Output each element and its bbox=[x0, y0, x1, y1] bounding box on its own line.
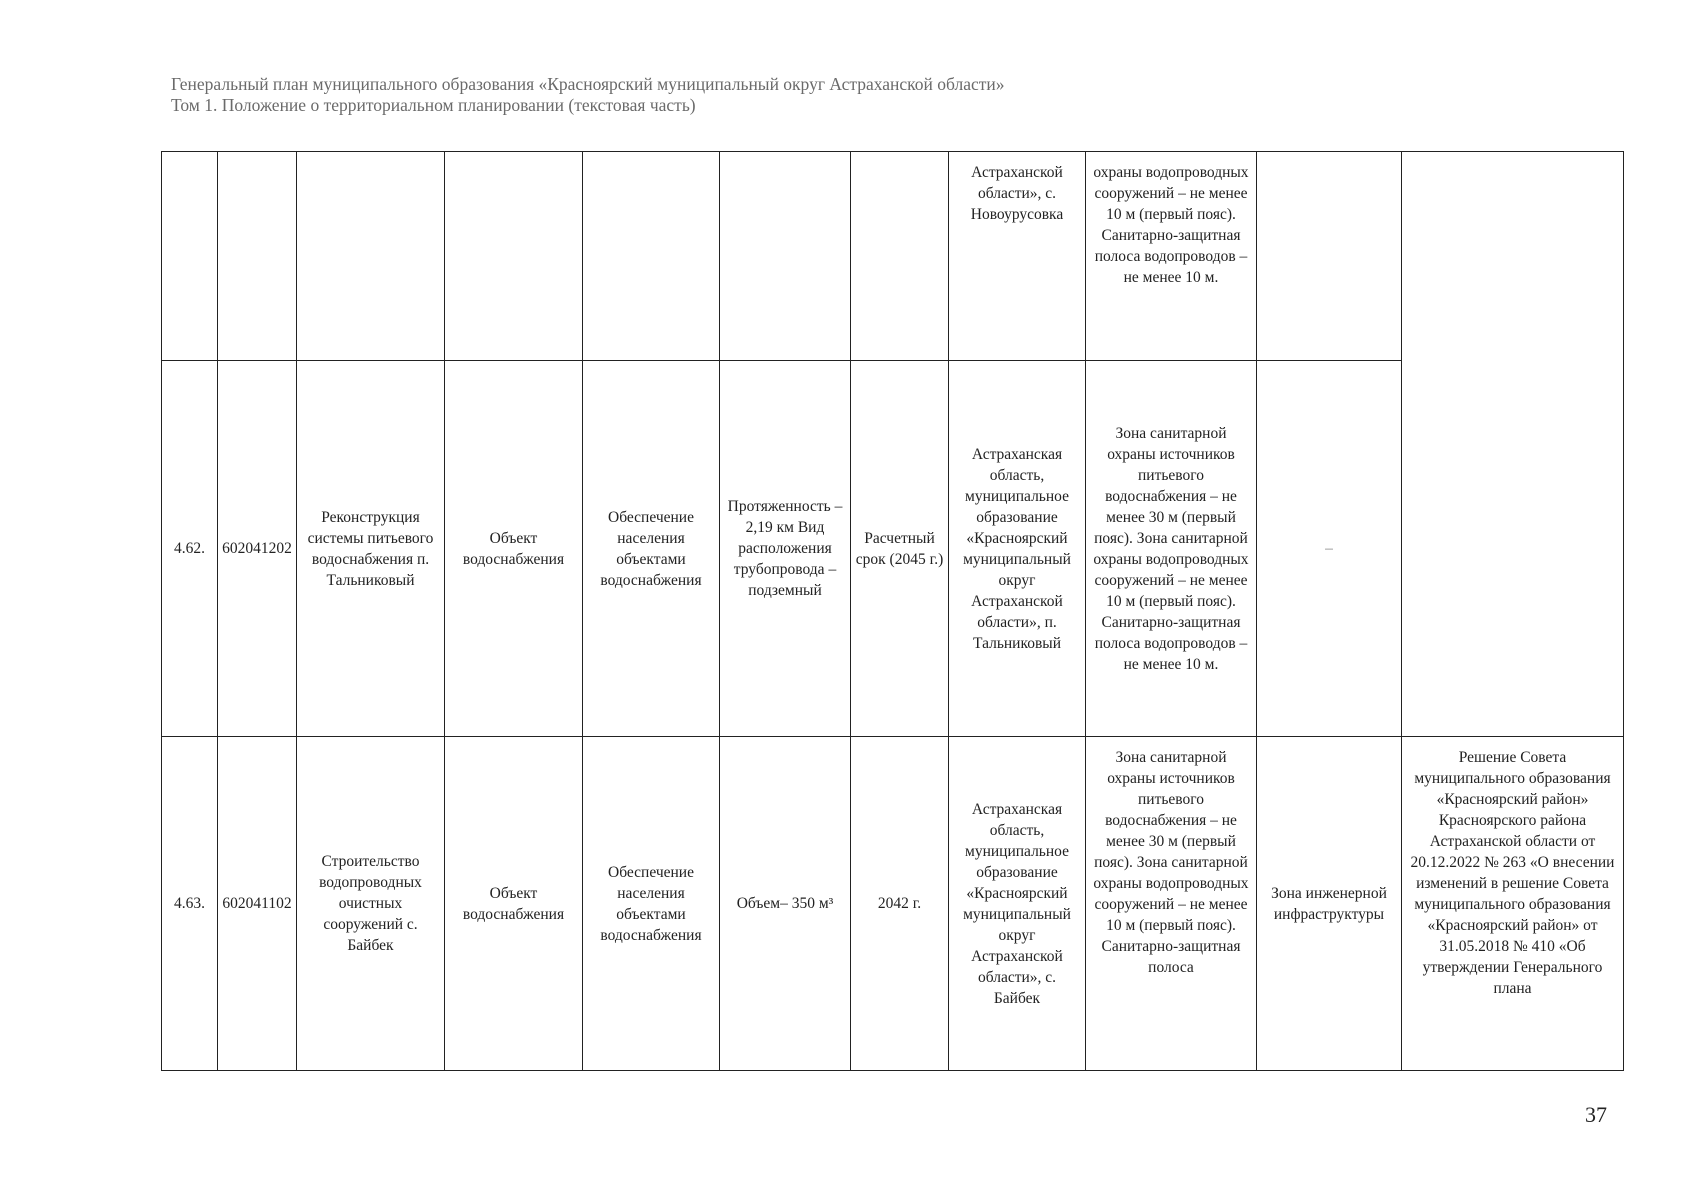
cell-characteristics bbox=[720, 152, 851, 361]
cell-type: Объект водоснабжения bbox=[445, 737, 583, 1071]
header-line-1: Генеральный план муниципального образования «Красноярский муниципальный округ Астраханской области» bbox=[171, 74, 1005, 94]
cell-name bbox=[297, 152, 445, 361]
cell-purpose bbox=[583, 152, 720, 361]
cell-note: Решение Совета муниципального образования «Красноярский район» Красноярского района Астраханской области от 20.12.2022 № 263 «О внесении изменений в решение Совета муниципального образования «Красноярский район» от 31.05.2018 № 410 «Об утверждении Генерального плана bbox=[1402, 737, 1624, 1071]
cell-type: Объект водоснабжения bbox=[445, 361, 583, 737]
document-header bbox=[171, 74, 1005, 116]
cell-location: Астраханской области», с. Новоурусовка bbox=[949, 152, 1086, 361]
cell-type bbox=[445, 152, 583, 361]
cell-zones: охраны водопроводных сооружений – не менее 10 м (первый пояс). Санитарно-защитная полоса водопроводов – не менее 10 м. bbox=[1086, 152, 1257, 361]
cell-purpose: Обеспечение населения объектами водоснабжения bbox=[583, 737, 720, 1071]
cell-functional-zone: – bbox=[1257, 361, 1402, 737]
header-line-2: Том 1. Положение о территориальном планировании (текстовая часть) bbox=[171, 95, 696, 115]
cell-code bbox=[218, 152, 297, 361]
cell-zones: Зона санитарной охраны источников питьевого водоснабжения – не менее 30 м (первый пояс). Зона санитарной охраны водопроводных сооружений – не менее 10 м (первый пояс). Санитарно-защитная полоса bbox=[1086, 737, 1257, 1071]
cell-num bbox=[162, 152, 218, 361]
cell-location: Астраханская область, муниципальное образование «Красноярский муниципальный округ Астраханской области», с. Байбек bbox=[949, 737, 1086, 1071]
cell-functional-zone bbox=[1257, 152, 1402, 361]
planning-objects-table bbox=[161, 151, 1624, 1071]
cell-functional-zone: Зона инженерной инфраструктуры bbox=[1257, 737, 1402, 1071]
cell-location: Астраханская область, муниципальное образование «Красноярский муниципальный округ Астраханской области», п. Тальниковый bbox=[949, 361, 1086, 737]
cell-zones: Зона санитарной охраны источников питьевого водоснабжения – не менее 30 м (первый пояс). Зона санитарной охраны водопроводных сооружений – не менее 10 м (первый пояс). Санитарно-защитная полоса водопроводов – не менее 10 м. bbox=[1086, 361, 1257, 737]
cell-name: Реконструкция системы питьевого водоснабжения п. Тальниковый bbox=[297, 361, 445, 737]
cell-code: 602041202 bbox=[218, 361, 297, 737]
cell-code: 602041102 bbox=[218, 737, 297, 1071]
cell-note bbox=[1402, 152, 1624, 737]
cell-characteristics: Протяженность – 2,19 км Вид расположения трубопровода – подземный bbox=[720, 361, 851, 737]
cell-characteristics: Объем– 350 м³ bbox=[720, 737, 851, 1071]
cell-name: Строительство водопроводных очистных сооружений с. Байбек bbox=[297, 737, 445, 1071]
cell-purpose: Обеспечение населения объектами водоснабжения bbox=[583, 361, 720, 737]
cell-deadline: Расчетный срок (2045 г.) bbox=[851, 361, 949, 737]
cell-deadline: 2042 г. bbox=[851, 737, 949, 1071]
cell-num: 4.63. bbox=[162, 737, 218, 1071]
table-row-continuation bbox=[162, 152, 1624, 361]
cell-num: 4.62. bbox=[162, 361, 218, 737]
page-number: 37 bbox=[1585, 1102, 1607, 1127]
cell-deadline bbox=[851, 152, 949, 361]
table-row bbox=[162, 737, 1624, 1071]
